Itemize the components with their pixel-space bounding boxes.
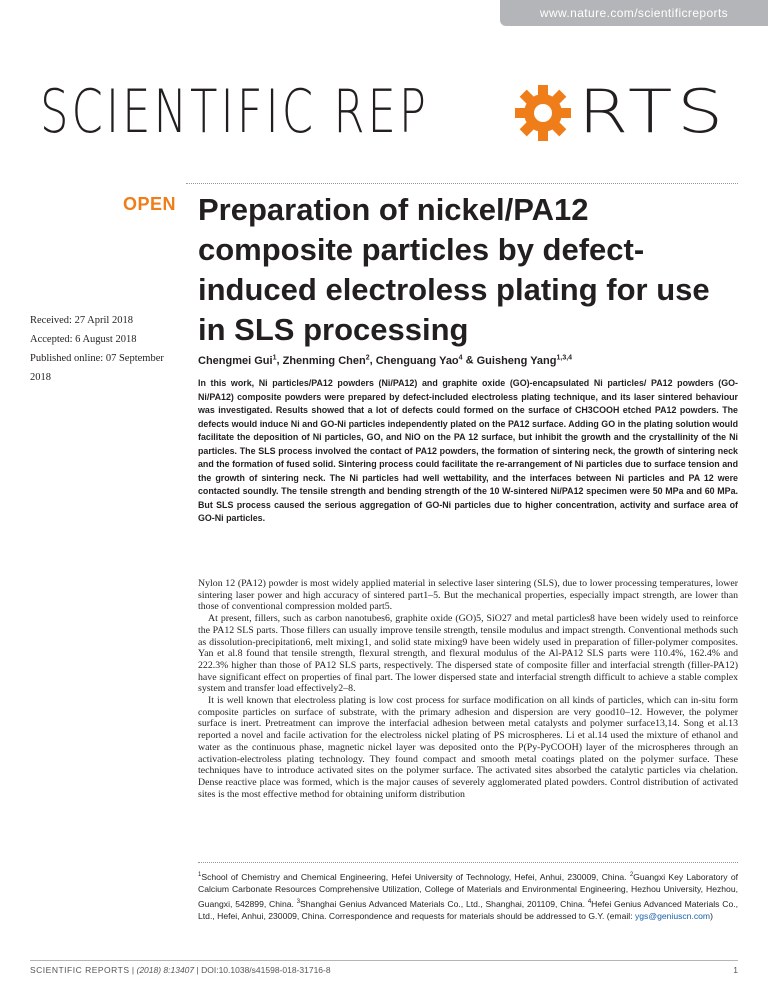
affiliations: $^1$School of Chemistry and Chemical Engineering, Hefei University of Technology, Hefei, Anhui, 230009, China. $^2$Guangxi Key Laboratory of Calcium Carbonate Resources Comprehensive Utilization, College of Materials and Environmental Engineering, Hezhou University, Hezhou, Guangxi, 542899, China. $^3$Shanghai Genius Advanced Materials Co., Ltd., Shanghai, 201109, China. $^4$Hefei Genius Advanced Materials Co., Ltd., Hefei, Anhui, 230009, China. Correspondence and requests for materials should be addressed to G.Y. (email: ygs@geniuscn.com) [198, 871, 739, 922]
title-divider [186, 183, 738, 184]
journal-name-right: RTS [578, 80, 728, 147]
gear-logo-icon [515, 85, 571, 141]
footer-journal: SCIENTIFIC REPORTS [30, 965, 130, 975]
body-paragraph: Nylon 12 (PA12) powder is most widely applied material in selective laser sintering (SLS), due to lower processing temperatures, lower sintering laser power and high accuracy of sintered part1–5. But the mechanical properties, especially impact strength, are lower than those of conventional compression molded part5. [198, 578, 738, 613]
footer-citation: (2018) 8:13407 [136, 965, 195, 975]
article-title: Preparation of nickel/PA12 composite particles by defect-induced electroless plating for use in SLS processing [198, 192, 710, 347]
journal-masthead [0, 80, 768, 150]
body-paragraph: At present, fillers, such as carbon nanotubes6, graphite oxide (GO)5, SiO27 and metal particles8 have been widely used to reinforce the PA12 SLS parts. Those fillers can usually improve tensile strength, tensile modulus and impact strength. Conventional methods such as dissolution-precipitation6, melt mixing1, and solid state mixing9 have been widely used in preparation of filler-polymer composites. Yan et al.8 found that tensile strength, flexural strength, and flexural modulus of the Al-PA12 SLS parts were 110.4%, 162.4% and 222.3% higher than those of PA12 SLS parts, respectively. The dispersed state of composite filler and interfacial strength (filler-PA12) have significant effect on properties of final part. The lower dispersed state and interfacial strength difficult to achieve a stable complex system and transfer load effectively2–8. [198, 613, 738, 695]
footer-divider [30, 960, 738, 961]
correspondence-note: Correspondence and requests for materials should be addressed to G.Y. (email: [328, 911, 635, 922]
article-body [198, 578, 738, 800]
body-paragraph: It is well known that electroless plating is low cost process for surface modification on all kinds of particles, which can in-situ form composite particles on surface of substrate, with the primary adhesion and dispersion are very good10–12. However, the polymer surface is inert. Pretreatment can improve the interfacial adhesion between metal catalysts and polymer surface13,14. Song et al.13 reported a novel and facile activation for the electroless nickel plating of PS microspheres. Li et al.14 used the mixture of ethanol and water as the continuous phase, magnetic nickel layer was deposited onto the P(Py-PyCOOH) layer of the microspheres through an activation-electroless plating technology. They found compact and smooth metal coatings plated on the polymer surface. These techniques have to introduce activated sites on the polymer surface. The activated sites absorbed the catalytic particles via chelation. Dense reactive place was formed, which is the major causes of severely agglomerated plated powders. Control distribution of activated sites is the most effective method for obtaining uniform distribution [198, 695, 738, 800]
author-link[interactable]: Chengmei Gui$^1$ [198, 354, 277, 367]
author-link[interactable]: Chenguang Yao$^4$ [375, 354, 463, 367]
author-link[interactable]: Zhenming Chen$^2$ [282, 354, 370, 367]
author-link[interactable]: Guisheng Yang$^{1,3,4}$ [476, 354, 573, 367]
author-list: Chengmei Gui$^1$, Zhenming Chen$^2$, Chenguang Yao$^4$ & Guisheng Yang$^{1,3,4}$ [198, 354, 573, 367]
affiliations-divider [198, 862, 738, 863]
received-date: Received: 27 April 2018 [30, 315, 133, 326]
journal-name-left: SCIENTIFIC REP [40, 80, 429, 147]
page-number: 1 [733, 965, 738, 975]
journal-url[interactable]: www.nature.com/scientificreports [500, 0, 768, 26]
page-footer: SCIENTIFIC REPORTS | (2018) 8:13407 | DOI:10.1038/s41598-018-31716-8 1 [30, 965, 738, 975]
accepted-date: Accepted: 6 August 2018 [30, 334, 137, 345]
correspondence-email[interactable]: ygs@geniuscn.com [634, 911, 711, 922]
footer-doi[interactable]: DOI:10.1038/s41598-018-31716-8 [201, 965, 331, 975]
open-access-badge: OPEN [122, 194, 176, 214]
article-dates [30, 311, 180, 387]
abstract: In this work, Ni particles/PA12 powders (Ni/PA12) and graphite oxide (GO)-encapsulated Ni particles/ PA12 powders (GO-Ni/PA12) composite powders were prepared by defect-included electroless plating technique, and its laser sintered behaviour was investigated. Results showed that a lot of defects could formed on the surface of CH3COOH etched PA12 powders. The defects would induce Ni and GO-Ni particles independently plated on the PA12 surface. Adding GO in the plating solution would facilitate the deposition of Ni particles, GO, and NiO on the PA 12 surface, but inhibit the growth and the crystallinity of the Ni particles. The SLS process involved the contact of PA12 powders, the formation of sintering neck, the growth of sintering neck and the formation of fused solid. Sintering process could facilitate the re-arrangement of Ni particles due to surface tension and the growth of sintering neck. The Ni particles had well wettability, and the interfaces between Ni particles and PA 12 were contacted soundly. The tensile strength and bending strength of the 10 W-sintered Ni/PA12 specimen were 50 MPa and 60 MPa. But SLS process caused the serious aggregation of GO-Ni particles due to higher concentration, activity and surface area of GO-Ni particles. [198, 378, 738, 524]
published-date: Published online: 07 September 2018 [30, 353, 164, 383]
